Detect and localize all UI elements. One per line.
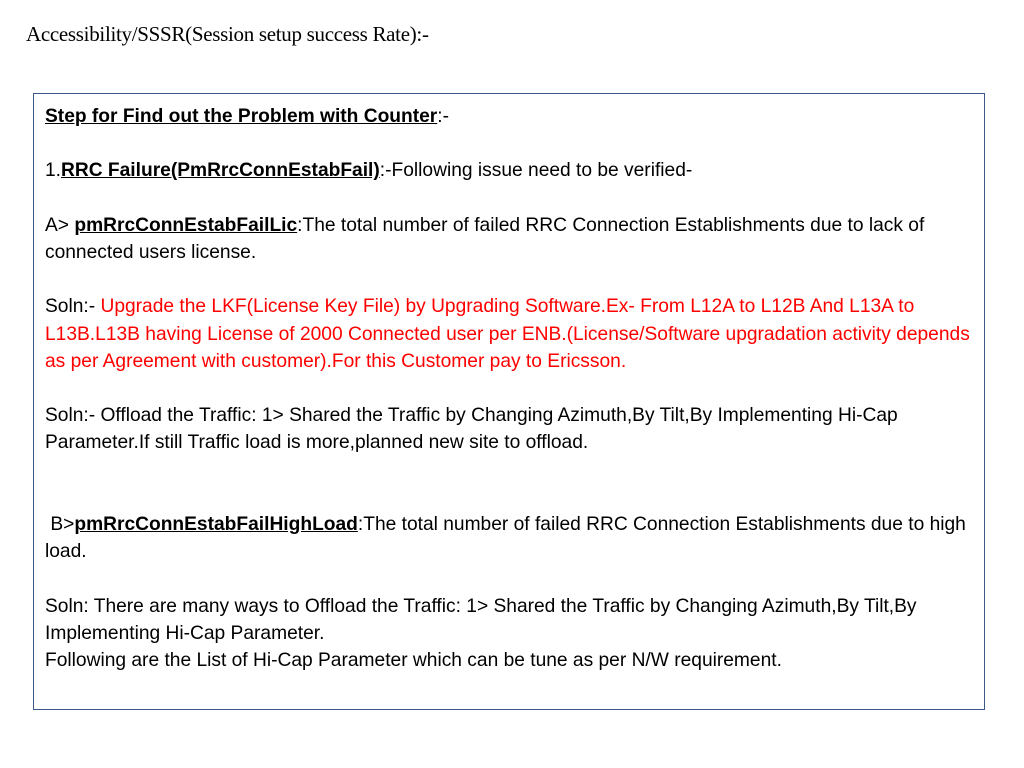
b-counter-name: pmRrcConnEstabFailHighLoad (74, 513, 358, 535)
hi-cap-list-intro: Following are the List of Hi-Cap Parameter which can be tune as per N/W requirement. (45, 649, 782, 671)
heading-label: Step for Find out the Problem with Counter (45, 106, 438, 127)
heading-suffix: :- (437, 106, 449, 127)
a-prefix: A> (45, 214, 75, 236)
spacer (45, 130, 973, 157)
spacer (45, 185, 973, 212)
slide-title: Accessibility/SSSR(Session setup success Rate):- (26, 22, 429, 46)
item1-prefix: 1. (45, 160, 62, 182)
counter-b-paragraph (45, 511, 973, 565)
solution-3-paragraph: Soln: There are many ways to Offload the Traffic: 1> Shared the Traffic by Changing Azimuth,By Tilt,By Implementing Hi-Cap Parameter. (45, 595, 917, 644)
solution-1-paragraph (45, 293, 973, 375)
counter-a-paragraph (45, 212, 973, 266)
spacer (45, 457, 973, 511)
item1-text: :-Following issue need to be verified- (379, 160, 693, 182)
item-rrc-failure (45, 157, 973, 184)
b-description: :The total number of failed RRC Connection Establishments due to high load. (45, 513, 966, 563)
solution-2-paragraph: Soln:- Offload the Traffic: 1> Shared the Traffic by Changing Azimuth,By Tilt,By Implementing Hi-Cap Parameter.If still Traffic load is more,planned new site to offload. (45, 405, 898, 454)
item1-label: RRC Failure(PmRrcConnEstabFail) (61, 160, 380, 182)
soln1-text: Upgrade the LKF(License Key File) by Upgrading Software.Ex- From L12A to L12B And L13A to L13B.L13B having License of 2000 Connected user per ENB.(License/Software upgradation activity depends as per Agreement with customer).For this Customer pay to Ericsson. (45, 296, 970, 372)
content-box (33, 93, 985, 710)
spacer (45, 565, 973, 592)
spacer (45, 375, 973, 402)
b-prefix: B> (45, 513, 75, 535)
a-description: :The total number of failed RRC Connection Establishments due to lack of connected users license. (45, 214, 925, 263)
soln1-prefix: Soln:- (45, 296, 101, 318)
section-heading (45, 103, 973, 130)
a-counter-name: pmRrcConnEstabFailLic (74, 214, 298, 236)
spacer (45, 266, 973, 293)
